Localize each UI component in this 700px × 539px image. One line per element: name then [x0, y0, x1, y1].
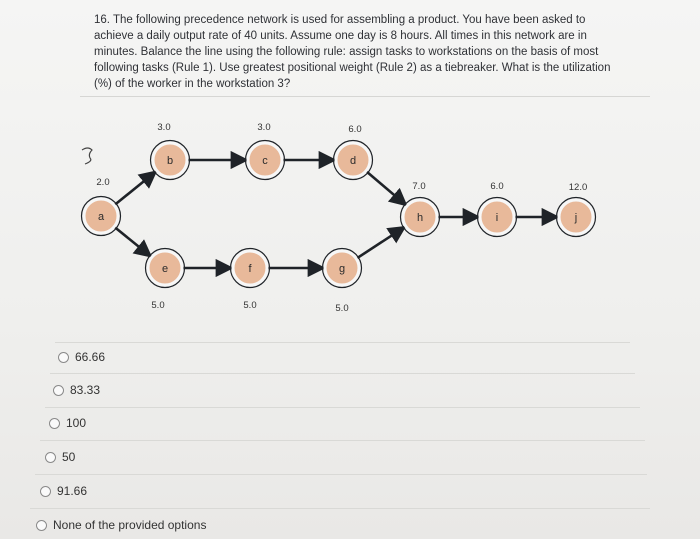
- node-time-label: 5.0: [243, 300, 257, 311]
- separator-2: [50, 373, 635, 374]
- node-time-label: 6.0: [490, 181, 504, 192]
- node-time-label: 7.0: [412, 181, 426, 192]
- radio-icon[interactable]: [49, 418, 60, 429]
- node-label: e: [161, 263, 169, 275]
- node-b: [151, 122, 190, 180]
- node-label: h: [416, 212, 424, 224]
- option-label: 91.66: [57, 484, 88, 498]
- edge-a-e: [114, 227, 151, 257]
- option-83-33[interactable]: [53, 383, 100, 397]
- option-label: 50: [62, 450, 76, 464]
- separator-5: [35, 474, 647, 475]
- edge-g-h: [356, 227, 405, 259]
- node-g: [323, 249, 362, 315]
- option-label: 83.33: [70, 383, 101, 397]
- node-h: [401, 181, 440, 237]
- node-time-label: 6.0: [348, 124, 362, 135]
- separator-4: [40, 440, 645, 441]
- node-i: [478, 181, 517, 237]
- option-91-66[interactable]: [40, 484, 87, 498]
- node-a: [82, 177, 121, 236]
- handwritten-mark: [82, 148, 92, 164]
- node-label: a: [97, 211, 105, 223]
- node-time-label: 3.0: [257, 122, 271, 133]
- option-66-66[interactable]: [58, 350, 105, 364]
- node-time-label: 12.0: [568, 182, 588, 193]
- node-d: [334, 124, 373, 180]
- option-50[interactable]: [45, 450, 75, 464]
- node-time-label: 2.0: [96, 177, 110, 188]
- node-label: d: [349, 155, 357, 167]
- node-label: b: [166, 155, 174, 167]
- option-label: 100: [66, 416, 87, 430]
- option-100[interactable]: [49, 416, 86, 430]
- radio-icon[interactable]: [40, 486, 51, 497]
- option-label: 66.66: [75, 350, 106, 364]
- node-c: [246, 122, 285, 180]
- option-none[interactable]: [36, 518, 206, 532]
- node-label: c: [262, 155, 268, 167]
- node-label: j: [574, 212, 578, 224]
- edge-d-h: [366, 171, 406, 205]
- node-label: i: [495, 212, 499, 224]
- question-text: 16. The following precedence network is used for assembling a product. You have been asked to achieve a daily output rate of 40 units. Assume one day is 8 hours. All times in this network are in minutes. Balance the line using the following rule: assign tasks to workstations on the basis of most following tasks (Rule 1). Use greatest positional weight (Rule 2) as a tiebreaker. What is the utilization (%) of the worker in the workstation 3?: [94, 14, 611, 90]
- node-j: [557, 182, 596, 237]
- node-label: f: [248, 263, 252, 275]
- separator-1: [55, 342, 630, 343]
- node-time-label: 3.0: [157, 122, 171, 133]
- edge-a-b: [114, 171, 156, 205]
- radio-icon[interactable]: [58, 352, 69, 363]
- separator-3: [45, 407, 640, 408]
- option-label: None of the provided options: [53, 518, 207, 532]
- node-label: g: [338, 263, 346, 275]
- radio-icon[interactable]: [45, 452, 56, 463]
- node-f: [231, 249, 270, 312]
- node-e: [146, 249, 185, 312]
- separator-6: [30, 508, 650, 509]
- radio-icon[interactable]: [36, 520, 47, 531]
- node-time-label: 5.0: [335, 303, 349, 314]
- radio-icon[interactable]: [53, 385, 64, 396]
- node-time-label: 5.0: [151, 300, 165, 311]
